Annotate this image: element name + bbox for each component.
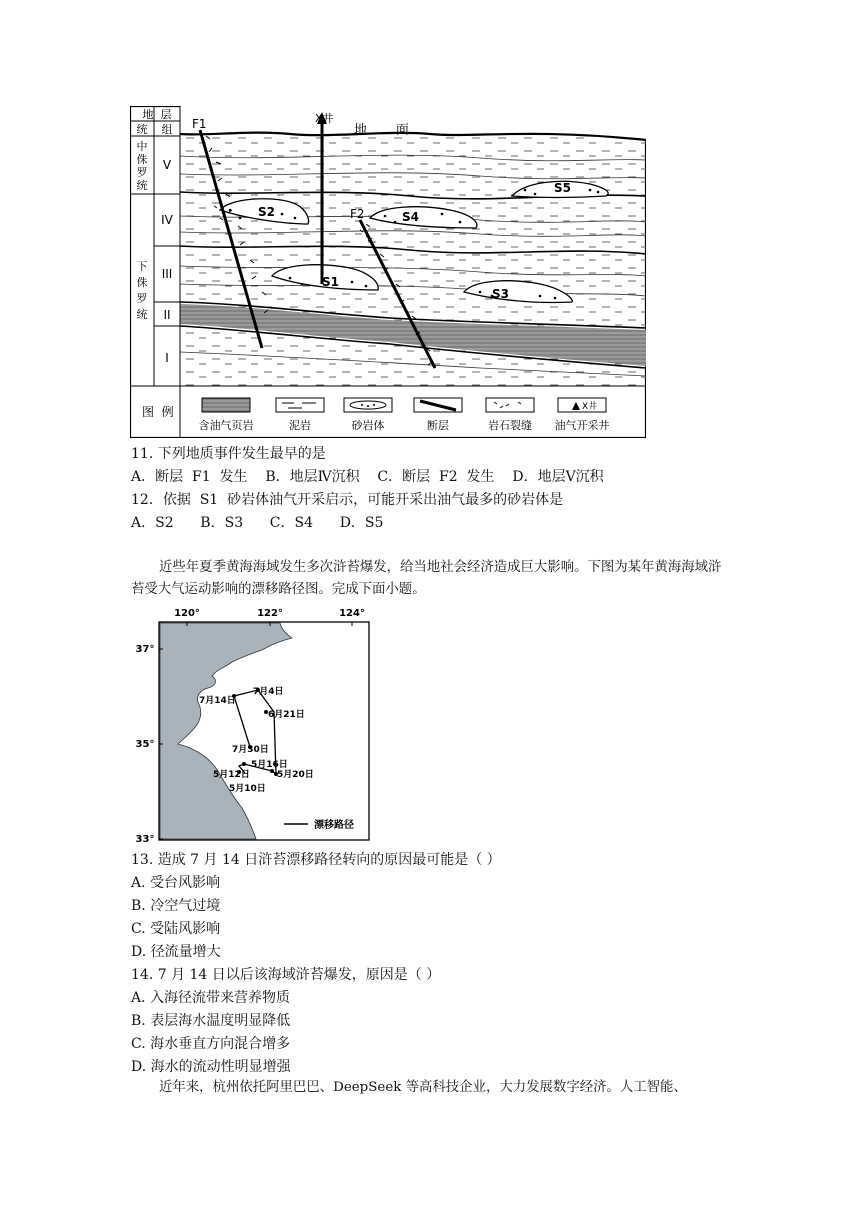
label-well: X井 [315, 112, 334, 125]
q12-options[interactable]: A．S2 B．S3 C．S4 D．S5 [131, 515, 384, 531]
date-may-12: 5月12日 [213, 770, 250, 780]
drift-path-map [132, 604, 376, 846]
passage-hangzhou: 近年来，杭州依托阿里巴巴、DeepSeek 等高科技企业，大力发展数字经济。人工智能、 [159, 1080, 687, 1095]
q13-option-a[interactable]: A. 受台风影响 [131, 875, 221, 891]
date-jul-14: 7月14日 [199, 696, 236, 706]
group-ii: II [163, 308, 171, 322]
header-system: 统 [136, 123, 148, 136]
label-fault-f1: F1 [192, 117, 207, 131]
group-iii: III [161, 267, 173, 281]
group-iv: IV [161, 213, 173, 227]
q14-option-d[interactable]: D. 海水的流动性明显增强 [131, 1059, 291, 1075]
svg-text:罗: 罗 [136, 292, 148, 305]
label-s3: S3 [492, 287, 509, 301]
svg-text:X井: X井 [582, 402, 598, 412]
q14-option-c[interactable]: C. 海水垂直方向混合增多 [131, 1036, 291, 1052]
label-s2: S2 [258, 205, 275, 219]
label-fault-f2: F2 [350, 207, 365, 221]
date-jun-21: 6月21日 [268, 710, 305, 720]
group-i: I [165, 351, 169, 365]
lat-37: 37° [135, 644, 155, 655]
q13-option-b[interactable]: B. 冷空气过境 [131, 898, 221, 914]
q13-option-d[interactable]: D. 径流量增大 [131, 944, 221, 960]
system-lower-jurassic: 下 [136, 260, 148, 273]
legend-mudstone: 泥岩 [289, 419, 311, 432]
header-stratum-2: 层 [160, 108, 172, 121]
passage-yellow-sea: 近些年夏季黄海海域发生多次浒苔爆发，给当地社会经济造成巨大影响。下图为某年黄海海域浒苔受大气运动影响的漂移路径图。完成下面小题。 [131, 560, 722, 597]
svg-text:罗: 罗 [136, 166, 148, 179]
legend-well: 油气开采井 [554, 419, 610, 432]
map-legend-drift-path: 漂移路径 [314, 820, 354, 831]
legend-sandstone: 砂岩体 [351, 419, 385, 432]
label-s5: S5 [554, 181, 571, 195]
geologic-section-figure [130, 106, 646, 438]
svg-text:统: 统 [136, 308, 148, 321]
lon-122: 122° [257, 608, 283, 619]
label-ground: 地 面 [354, 123, 409, 138]
svg-text:侏: 侏 [136, 153, 148, 166]
label-s4: S4 [402, 210, 419, 224]
header-group: 组 [161, 123, 173, 136]
date-jul-30: 7月30日 [232, 745, 269, 755]
q14-stem: 14. 7 月 14 日以后该海域浒苔爆发，原因是（ ） [131, 967, 441, 983]
legend-oil-shale: 含油气页岩 [198, 419, 254, 432]
label-s1: S1 [322, 275, 339, 289]
lon-124: 124° [339, 608, 365, 619]
date-may-10: 5月10日 [229, 784, 266, 794]
date-jul-4: 7月4日 [253, 687, 284, 697]
q14-option-b[interactable]: B. 表层海水温度明显降低 [131, 1013, 291, 1029]
lat-33: 33° [135, 834, 155, 845]
q11-stem: 11. 下列地质事件发生最早的是 [131, 446, 326, 462]
date-may-20: 5月20日 [277, 770, 314, 780]
legend-fault: 断层 [427, 419, 449, 432]
svg-text:统: 统 [136, 179, 148, 192]
q11-options[interactable]: A．断层 F1 发生 B．地层Ⅳ沉积 C．断层 F2 发生 D．地层Ⅴ沉积 [131, 469, 604, 485]
q12-stem: 12．依据 S1 砂岩体油气开采启示，可能开采出油气最多的砂岩体是 [131, 492, 564, 508]
legend-fracture: 岩石裂缝 [488, 419, 532, 432]
header-stratum-1: 地 [142, 108, 154, 121]
group-v: V [162, 158, 172, 172]
q13-stem: 13. 造成 7 月 14 日浒苔漂移路径转向的原因最可能是（ ） [131, 852, 501, 868]
date-may-16: 5月16日 [251, 760, 288, 770]
svg-text:侏: 侏 [136, 276, 148, 289]
lon-120: 120° [174, 608, 200, 619]
legend-title: 图 例 [142, 405, 174, 419]
q13-option-c[interactable]: C. 受陆风影响 [131, 921, 221, 937]
lat-35: 35° [135, 739, 155, 750]
q14-option-a[interactable]: A. 入海径流带来营养物质 [131, 990, 291, 1006]
system-middle-jurassic: 中 [136, 140, 148, 153]
